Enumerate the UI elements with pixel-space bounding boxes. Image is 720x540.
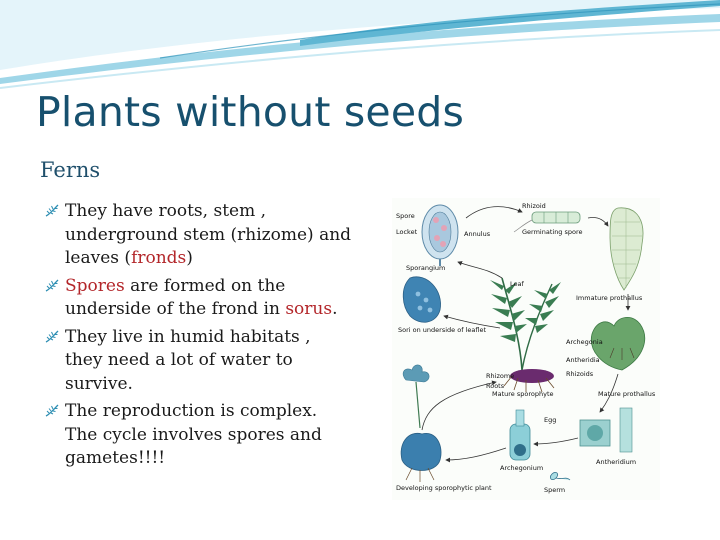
fern-bullet-icon	[44, 328, 60, 344]
bullet-text: .	[332, 299, 338, 319]
label-rhizome: Rhizome	[486, 372, 515, 380]
slide-subtitle: Ferns	[40, 158, 101, 182]
label-immature-prothallus: Immature prothallus	[576, 294, 643, 302]
bullet-text: They have roots, stem , underground stem (rhizome) and leaves (	[65, 201, 352, 268]
bullet-list	[42, 200, 352, 475]
label-archegonium: Archegonium	[500, 464, 544, 472]
bullet-item	[42, 326, 352, 397]
label-sori: Sori on underside of leaflet	[398, 326, 486, 334]
label-antheridia: Antheridia	[566, 356, 600, 364]
bullet-item	[42, 400, 352, 471]
fern-bullet-icon	[44, 402, 60, 418]
label-sperm: Sperm	[544, 486, 566, 494]
label-egg: Egg	[544, 416, 557, 424]
label-mature-prothallus: Mature prothallus	[598, 390, 656, 398]
highlight-term: fronds	[131, 248, 187, 268]
fern-bullet-icon	[44, 202, 60, 218]
label-sporangium: Sporangium	[406, 264, 446, 272]
label-archegonia: Archegonia	[566, 338, 603, 346]
label-antheridium: Antheridium	[596, 458, 637, 466]
label-developing-sporophytic: Developing sporophytic plant	[396, 484, 492, 492]
bullet-text: )	[186, 248, 193, 268]
label-rhizoids: Rhizoids	[566, 370, 594, 378]
label-locket: Locket	[396, 228, 418, 236]
highlight-term: sorus	[285, 299, 333, 319]
label-germinating-spore: Germinating spore	[522, 228, 583, 236]
highlight-term: Spores	[65, 275, 125, 296]
bullet-text: The reproduction is complex. The cycle involves spores and gametes!!!!	[65, 401, 322, 468]
bullet-text: are formed on the underside of the frond in	[65, 275, 286, 319]
fern-life-cycle-diagram	[392, 198, 660, 500]
bullet-item	[42, 275, 352, 322]
label-roots: Roots	[486, 382, 505, 390]
slide-title: Plants without seeds	[36, 88, 465, 136]
bullet-text: They live in humid habitats , they need a lot of water to survive.	[65, 326, 311, 394]
label-mature-sporophyte: Mature sporophyte	[492, 390, 554, 398]
fern-bullet-icon	[44, 277, 60, 293]
bullet-item	[42, 200, 352, 271]
label-leaf: Leaf	[510, 280, 524, 288]
label-annulus: Annulus	[464, 230, 491, 238]
label-rhizoid: Rhizoid	[522, 202, 546, 210]
label-spore: Spore	[396, 212, 415, 220]
decorative-banner	[0, 0, 720, 90]
